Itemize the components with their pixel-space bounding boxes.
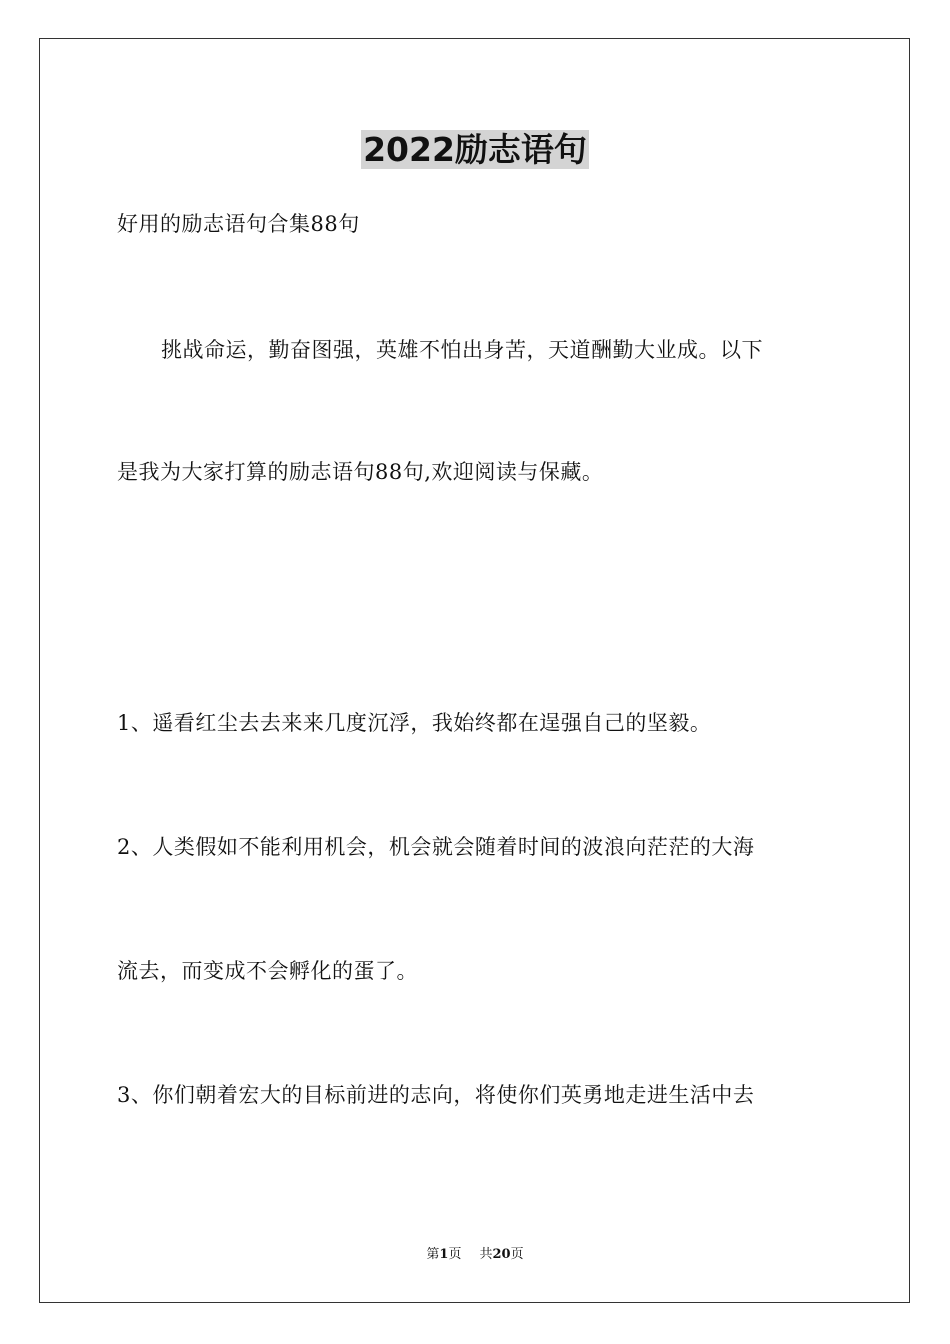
footer-page-suffix: 页 xyxy=(448,1247,462,1262)
list-item-3: 3、你们朝着宏大的目标前进的志向，将使你们英勇地走进生活中去 xyxy=(117,1083,755,1107)
document-title xyxy=(0,128,950,172)
footer-total-prefix: 共 xyxy=(479,1247,493,1262)
page-footer xyxy=(0,1245,950,1265)
intro-line-1: 挑战命运，勤奋图强，英雄不怕出身苦，天道酬勤大业成。以下 xyxy=(161,338,763,362)
document-title-text: 2022励志语句 xyxy=(363,130,587,169)
footer-page-total: 20 xyxy=(492,1247,511,1262)
list-item-1: 1、遥看红尘去去来来几度沉浮，我始终都在逞强自己的坚毅。 xyxy=(117,711,712,735)
document-subtitle: 好用的励志语句合集88句 xyxy=(117,212,360,236)
footer-page-current: 1 xyxy=(439,1247,449,1262)
footer-total-suffix: 页 xyxy=(510,1247,524,1262)
intro-line-2: 是我为大家打算的励志语句88句,欢迎阅读与保藏。 xyxy=(117,460,604,484)
list-item-2-continued: 流去，而变成不会孵化的蛋了。 xyxy=(117,959,418,983)
footer-page-prefix: 第 xyxy=(426,1247,440,1262)
list-item-2: 2、人类假如不能利用机会，机会就会随着时间的波浪向茫茫的大海 xyxy=(117,835,755,859)
